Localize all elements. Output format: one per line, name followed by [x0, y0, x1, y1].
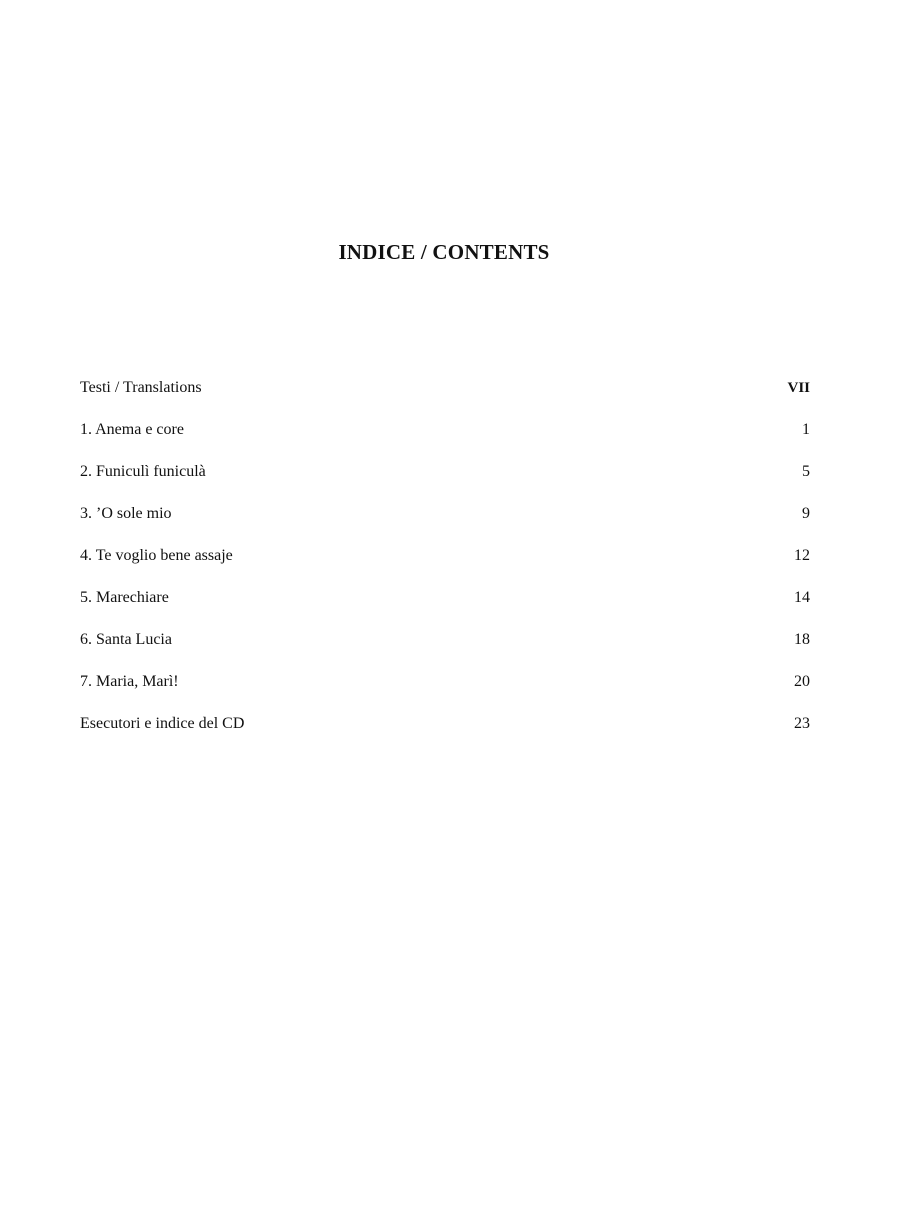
toc-entry-label: 3. ’O sole mio — [80, 505, 172, 522]
toc-entry-1 — [80, 421, 810, 463]
toc-entry-4 — [80, 547, 810, 589]
table-of-contents — [80, 379, 810, 757]
toc-entry-5 — [80, 589, 810, 631]
toc-entry-translations — [80, 379, 810, 421]
toc-entry-label: 7. Maria, Marì! — [80, 673, 179, 690]
toc-entry-label: 2. Funiculì funiculà — [80, 463, 206, 480]
toc-entry-page: 5 — [802, 463, 810, 480]
toc-entry-page: 14 — [794, 589, 810, 606]
toc-entry-label: Esecutori e indice del CD — [80, 715, 245, 732]
toc-entry-7 — [80, 673, 810, 715]
toc-entry-label: 4. Te voglio bene assaje — [80, 547, 233, 564]
toc-entry-page: 20 — [794, 673, 810, 690]
toc-entry-6 — [80, 631, 810, 673]
page-title: INDICE / CONTENTS — [338, 240, 550, 264]
toc-entry-page: 12 — [794, 547, 810, 564]
toc-entry-page: 1 — [802, 421, 810, 438]
toc-entry-performers — [80, 715, 810, 757]
toc-entry-page: 23 — [794, 715, 810, 732]
toc-entry-page: VII — [787, 380, 810, 396]
toc-entry-page: 18 — [794, 631, 810, 648]
toc-entry-label: Testi / Translations — [80, 379, 202, 396]
toc-entry-label: 1. Anema e core — [80, 421, 184, 438]
toc-entry-3 — [80, 505, 810, 547]
toc-entry-2 — [80, 463, 810, 505]
toc-entry-label: 5. Marechiare — [80, 589, 169, 606]
toc-entry-label: 6. Santa Lucia — [80, 631, 172, 648]
toc-entry-page: 9 — [802, 505, 810, 522]
